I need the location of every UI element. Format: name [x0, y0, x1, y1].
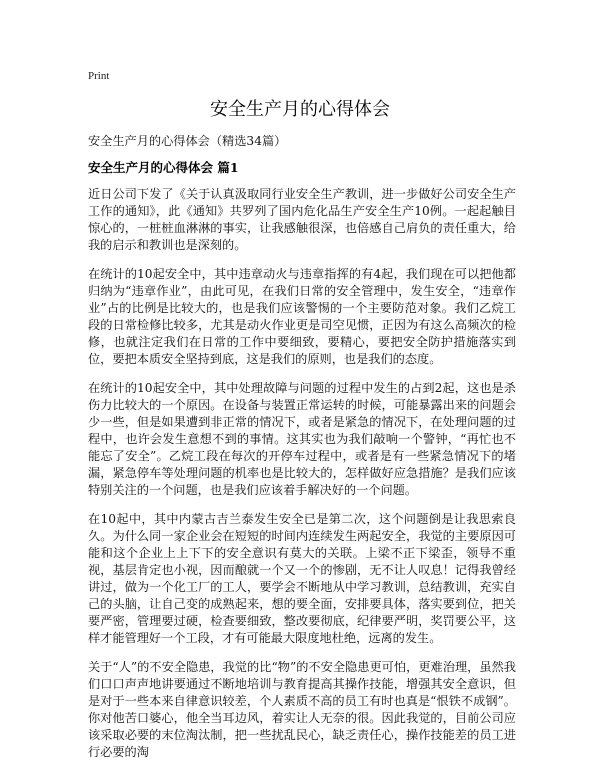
paragraph: 关于“人”的不安全隐患，我觉的比“物”的不安全隐患更可怕，更难治理，虽然我们口口声声地讲要通过不断地培训与教育提高其操作技能，增强其安全意识，但是对于一些本来自律意识较差，个人素质不高的员工有时也真是“恨铁不成钢”。你对他苦口婆心，他全当耳边风，着实让人无奈的很。因此我觉的，目前公司应该采取必要的末位淘汰制，把一些扰乱民心，缺乏责任心，操作技能差的员工进行必要的淘 [88, 660, 516, 759]
print-link[interactable]: Print [88, 70, 110, 82]
paragraph: 近日公司下发了《关于认真汲取同行业安全生产教训，进一步做好公司安全生产工作的通知》，此《通知》共罗列了国内危化品生产安全生产10例。一起起触目惊心的，一桩桩血淋淋的事实，让我感触很深，也倍感自己肩负的责任重大，给我的启示和教训也是深刻的。 [88, 187, 516, 252]
section-heading: 安全生产月的心得体会 篇1 [88, 160, 239, 175]
paragraph: 在10起中，其中内蒙古吉兰泰发生安全已是第二次，这个问题倒是让我思索良久。为什么同一家企业会在短短的时间内连续发生两起安全，我觉的主要原因可能和这个企业上上下下的安全意识有莫大的关联。上梁不正下梁歪，领导不重视，基层肯定也小视，因而酿就一个又一个的惨剧，无不让人叹息！记得我曾经讲过，做为一个化工厂的工人，要学会不断地从中学习教训，总结教训，充实自己的头脑，让自己变的成熟起来，想的要全面，安排要具体，落实要到位，把关要严密，管理要过硬，检查要细致，整改要彻底，纪律要严明，奖罚要公平，这样才能管理好一个工段，才有可能最大限度地杜绝，远离的发生。 [88, 512, 516, 645]
document-subtitle: 安全生产月的心得体会（精选34篇） [88, 134, 287, 148]
paragraph: 在统计的10起安全中，其中违章动火与违章指挥的有4起，我们现在可以把他都归纳为“违章作业”，由此可见，在我们日常的安全管理中，发生安全，“违章作业”占的比例是比较大的，也是我们应该警惕的一个主要防范对象。我们乙烷工段的日常检修比较多，尤其是动火作业更是司空见惯，正因为有这么高频次的检修，也就注定我们在日常的工作中要细致，要精心，要把安全防护措施落实到位，要把本质安全坚持到底，这是我们的原则，也是我们的态度。 [88, 267, 516, 366]
paragraph: 在统计的10起安全中，其中处理故障与问题的过程中发生的占到2起，这也是杀伤力比较大的一个原因。在设备与装置正常运转的时候，可能暴露出来的问题会少一些，但是如果遭到非正常的情况下，或者是紧急的情况下，在处理问题的过程中，也许会发生意想不到的事情。这其实也为我们敲响一个警钟，“再忙也不能忘了安全”。乙烷工段在每次的开停车过程中，或者是有一些紧急情况下的堵漏，紧急停车等处理问题的机率也是比较大的，怎样做好应急措施？是我们应该特别关注的一个问题，也是我们应该着手解决好的一个问题。 [88, 381, 516, 497]
body-text [88, 186, 516, 773]
page-title: 安全生产月的心得体会 [210, 99, 390, 120]
